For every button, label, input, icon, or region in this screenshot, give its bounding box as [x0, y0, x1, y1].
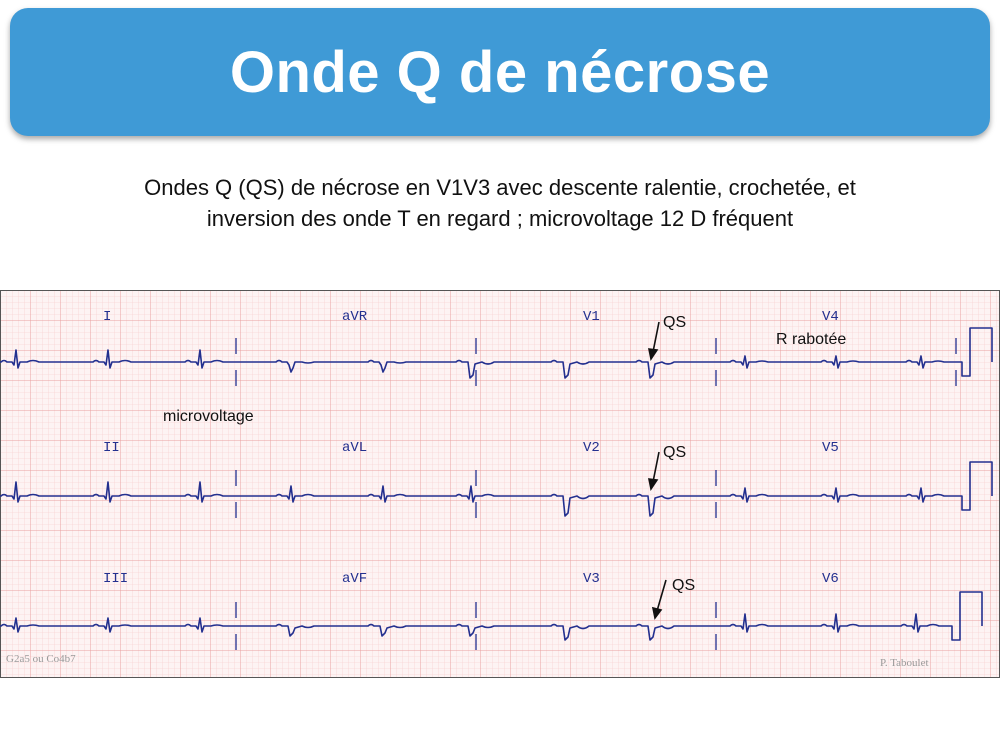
annotation-qs-v1: QS [663, 314, 687, 331]
annotation-r-rabotee: R rabotée [776, 331, 847, 348]
watermark-right: P. Taboulet [880, 657, 929, 669]
annotation-qs-v2: QS [663, 444, 687, 461]
lead-label-I: I [103, 309, 112, 325]
watermark-left: G2a5 ou Co4b7 [6, 653, 76, 665]
ecg-svg [0, 290, 1000, 678]
lead-label-aVR: aVR [342, 309, 368, 325]
lead-label-aVL: aVL [342, 440, 368, 456]
lead-label-V1: V1 [583, 309, 600, 325]
lead-label-V4: V4 [822, 309, 839, 325]
subtitle-line-2: inversion des onde T en regard ; microvoltage 12 D fréquent [206, 206, 794, 231]
lead-label-V5: V5 [822, 440, 839, 456]
annotation-microvoltage: microvoltage [163, 408, 254, 425]
lead-label-V3: V3 [583, 571, 600, 587]
ecg-grid [0, 290, 1000, 678]
lead-label-V2: V2 [583, 440, 600, 456]
lead-label-II: II [103, 440, 120, 456]
title-banner [10, 8, 990, 136]
lead-label-aVF: aVF [342, 571, 368, 587]
lead-label-V6: V6 [822, 571, 839, 587]
annotation-qs-v3: QS [672, 577, 696, 594]
subtitle-line-1: Ondes Q (QS) de nécrose en V1V3 avec descente ralentie, crochetée, et [144, 175, 856, 200]
slide-title: Onde Q de nécrose [229, 39, 771, 105]
slide-subtitle [20, 172, 980, 234]
lead-label-III: III [103, 571, 129, 587]
ecg-tracing [0, 290, 1000, 678]
